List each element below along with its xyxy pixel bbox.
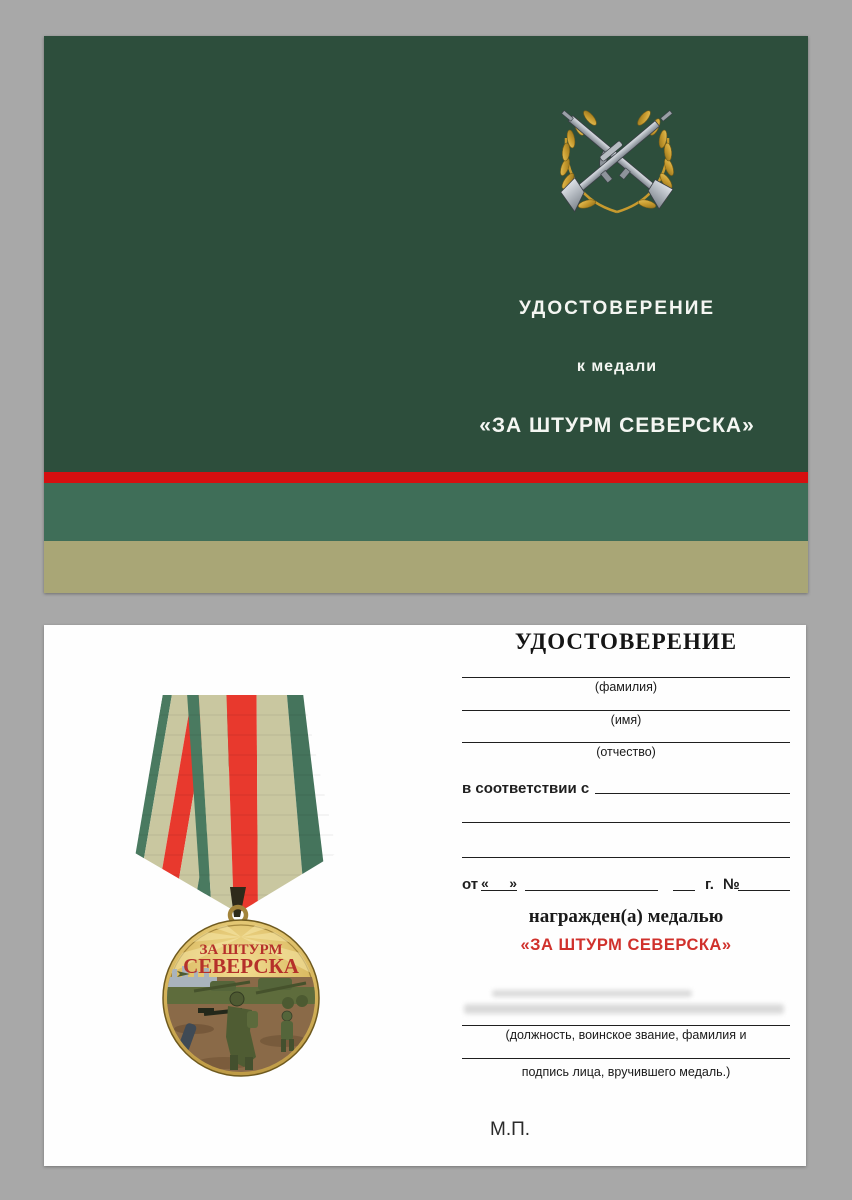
year-label: г. [705, 876, 714, 893]
awarded-medal-name: «ЗА ШТУРМ СЕВЕРСКА» [520, 936, 732, 954]
certificate-cover [44, 36, 808, 593]
blank-line-firstname [462, 710, 790, 711]
medal-disc [163, 920, 323, 1077]
cover-green-band [44, 483, 808, 541]
medal-inscription-line1: ЗА ШТУРМ [199, 942, 283, 958]
cover-title: УДОСТОВЕРЕНИЕ [518, 298, 716, 319]
from-label: от [462, 876, 479, 893]
blank-line-surname [462, 677, 790, 678]
certificate-form [462, 625, 790, 1166]
caption-firstname: (имя) [610, 713, 642, 727]
seal-place-label: М.П. [490, 1119, 531, 1140]
blank-line-decree-2 [462, 857, 790, 858]
faint-smudge [464, 1004, 784, 1014]
blank-line-year [673, 875, 695, 891]
blank-line-accordance [595, 793, 790, 794]
blank-day-quotes [481, 875, 517, 891]
caption-signature-1: (должность, воинское звание, фамилия и [505, 1028, 747, 1042]
caption-surname: (фамилия) [594, 680, 658, 694]
blank-line-patronymic [462, 742, 790, 743]
certificate-inner-page [44, 625, 806, 1166]
caption-signature-2: подпись лица, вручившего медаль.) [521, 1065, 731, 1079]
crossed-rifles-wreath-icon [542, 96, 692, 220]
accordance-label: в соответствии с [462, 780, 590, 797]
blank-line-month [525, 875, 658, 891]
faint-smudge [492, 990, 692, 997]
cover-khaki-band [44, 541, 808, 593]
blank-line-number [738, 875, 790, 891]
cover-subtitle: к медали [576, 358, 658, 375]
medal-ribbon [133, 695, 337, 917]
date-number-row [462, 873, 790, 893]
awarded-label: награжден(а) медалью [528, 906, 724, 927]
blank-line-signature-2 [462, 1058, 790, 1059]
close-quote: » [509, 875, 517, 891]
open-quote: « [481, 875, 489, 891]
page-title: УДОСТОВЕРЕНИЕ [514, 629, 738, 654]
medal-photo [133, 695, 337, 1077]
caption-patronymic: (отчество) [596, 745, 656, 759]
cover-red-stripe [44, 472, 808, 483]
medal-inscription-line2: СЕВЕРСКА [183, 954, 299, 978]
blank-line-decree-1 [462, 822, 790, 823]
blank-line-signature-1 [462, 1025, 790, 1026]
number-label: № [723, 876, 740, 893]
cover-medal-name: «ЗА ШТУРМ СЕВЕРСКА» [479, 414, 755, 437]
